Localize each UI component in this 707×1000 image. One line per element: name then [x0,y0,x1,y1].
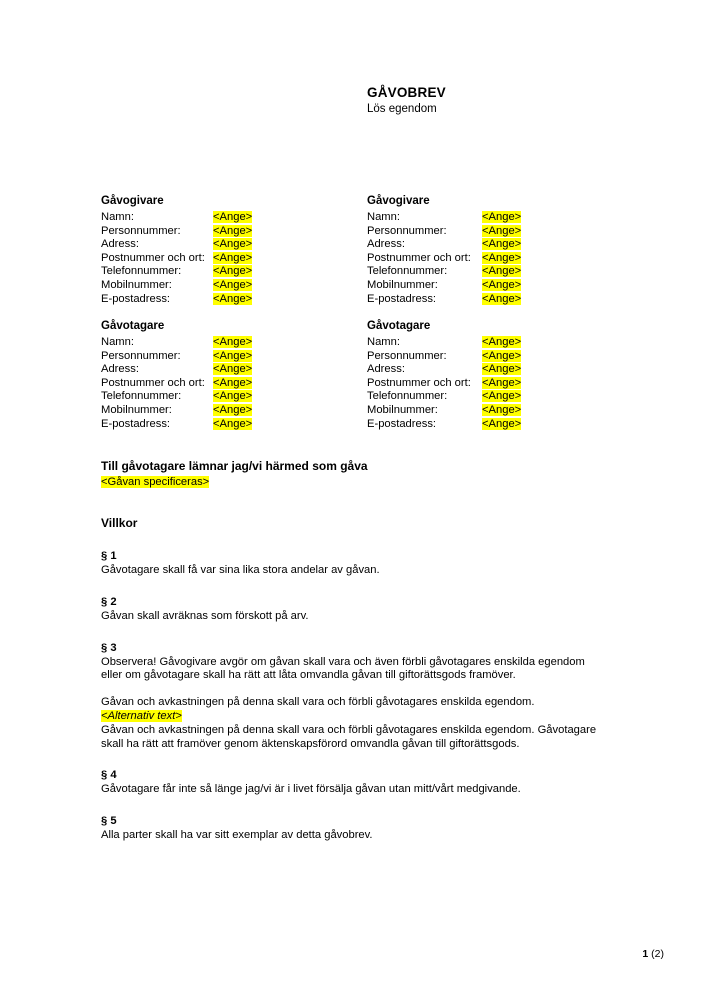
footer-current-page: 1 [642,948,649,960]
field-value[interactable] [482,225,521,239]
field-value[interactable] [482,211,521,225]
field-value[interactable] [213,377,252,391]
clause-3 [101,641,601,752]
field-row [101,336,252,350]
field-row [367,336,521,350]
field-label: Namn: [367,211,400,223]
field-row [367,363,521,377]
field-row [367,350,521,364]
field-row [367,418,521,432]
field-value[interactable] [213,390,252,404]
placeholder-highlight: <Ange> [482,292,522,305]
gift-section [101,458,368,489]
field-value[interactable] [213,404,252,418]
field-row [367,279,521,293]
party-heading: Gåvogivare [367,195,430,207]
document-title-block [367,85,446,117]
placeholder-highlight: <Alternativ text> [101,709,182,722]
placeholder-highlight: <Gåvan specificeras> [101,476,210,488]
placeholder-highlight: <Ange> [482,238,522,251]
placeholder-highlight: <Ange> [213,349,253,362]
field-label: Postnummer och ort: [367,376,471,389]
field-value[interactable] [482,377,521,391]
placeholder-highlight: <Ange> [213,238,253,251]
field-label: Postnummer och ort: [367,251,471,264]
field-label: Mobilnummer: [367,403,438,416]
field-value[interactable] [482,363,521,377]
field-value[interactable] [213,293,252,307]
field-label: E-postadress: [367,292,437,305]
field-row [101,252,252,266]
field-row [101,238,252,252]
clause-number: § 4 [101,769,117,782]
field-value[interactable] [213,211,252,225]
field-row [101,418,252,432]
party-block-giver-right [367,194,521,306]
field-label: Postnummer och ort: [101,251,205,264]
field-label: Adress: [101,238,139,251]
placeholder-highlight: <Ange> [482,251,522,264]
placeholder-highlight: <Ange> [482,390,522,403]
field-row [101,293,252,307]
field-label: Mobilnummer: [101,403,172,416]
clause-text-variant-a: Gåvan och avkastningen på denna skall vara och förbli gåvotagares enskilda egendom. [101,696,535,709]
field-value[interactable] [482,350,521,364]
field-value[interactable] [213,265,252,279]
field-value[interactable] [482,390,521,404]
clause-2 [101,595,601,624]
field-value[interactable] [482,252,521,266]
clause-text: Alla parter skall ha var sitt exemplar av detta gåvobrev. [101,829,373,842]
field-row [367,225,521,239]
placeholder-highlight: <Ange> [213,278,253,291]
clause-text: Gåvotagare får inte så länge jag/vi är i livet försälja gåvan utan mitt/vårt medgivande. [101,783,521,796]
field-value[interactable] [213,279,252,293]
field-row [101,350,252,364]
alternative-text-marker[interactable] [101,710,601,724]
clause-4 [101,768,601,797]
field-value[interactable] [213,238,252,252]
field-row [367,377,521,391]
placeholder-highlight: <Ange> [482,278,522,291]
field-row [101,265,252,279]
field-table [367,336,521,431]
party-heading: Gåvogivare [101,195,164,207]
field-value[interactable] [482,404,521,418]
field-label: E-postadress: [101,417,171,430]
placeholder-highlight: <Ange> [213,251,253,264]
placeholder-highlight: <Ange> [482,349,522,362]
field-row [101,390,252,404]
field-row [367,211,521,225]
field-row [367,265,521,279]
field-value[interactable] [213,363,252,377]
placeholder-highlight: <Ange> [213,390,253,403]
field-value[interactable] [482,418,521,432]
field-row [101,404,252,418]
clause-number: § 1 [101,550,117,562]
footer-total-pages: (2) [651,948,664,960]
field-value[interactable] [482,238,521,252]
field-row [101,225,252,239]
clause-text: Gåvotagare skall få var sina lika stora andelar av gåvan. [101,564,380,576]
placeholder-highlight: <Ange> [482,211,522,223]
clause-text-variant-b: Gåvan och avkastningen på denna skall vara och förbli gåvotagares enskilda egendom. Gåvotagare skall ha rätt att framöver genom äktenskapsförord omvandla gåvan till giftorättsgods. [101,723,597,750]
field-label: E-postadress: [101,292,171,305]
field-value[interactable] [213,225,252,239]
field-label: Personnummer: [367,224,447,237]
page-footer [642,948,664,961]
gift-specification[interactable] [101,474,368,489]
field-label: Mobilnummer: [101,278,172,291]
field-label: Personnummer: [367,349,447,362]
clause-1 [101,549,601,578]
placeholder-highlight: <Ange> [213,376,253,389]
placeholder-highlight: <Ange> [482,224,522,237]
clause-5 [101,814,601,843]
field-row [367,252,521,266]
clause-number: § 2 [101,595,117,608]
field-value[interactable] [482,293,521,307]
field-label: Telefonnummer: [367,265,448,278]
field-row [101,211,252,225]
clause-number: § 5 [101,815,117,828]
field-label: Namn: [101,336,134,348]
placeholder-highlight: <Ange> [213,417,253,430]
placeholder-highlight: <Ange> [482,417,522,430]
placeholder-highlight: <Ange> [482,363,522,376]
placeholder-highlight: <Ange> [482,403,522,416]
placeholder-highlight: <Ange> [213,224,253,237]
field-label: Mobilnummer: [367,278,438,291]
field-value[interactable] [482,336,521,350]
field-label: Personnummer: [101,349,181,362]
field-row [101,363,252,377]
field-label: Telefonnummer: [367,390,448,403]
placeholder-highlight: <Ange> [213,265,253,278]
field-row [101,279,252,293]
field-label: Telefonnummer: [101,390,182,403]
field-row [367,238,521,252]
field-row [367,390,521,404]
clause-text: Gåvan skall avräknas som förskott på arv. [101,609,309,622]
party-heading: Gåvotagare [101,320,165,332]
field-label: E-postadress: [367,417,437,430]
placeholder-highlight: <Ange> [213,363,253,376]
party-heading: Gåvotagare [367,320,431,332]
field-table [101,211,252,306]
field-row [367,293,521,307]
placeholder-highlight: <Ange> [482,376,522,389]
placeholder-highlight: <Ange> [482,336,522,348]
field-value[interactable] [213,336,252,350]
document-subtitle: Lös egendom [367,103,437,115]
clause-text: Observera! Gåvogivare avgör om gåvan skall vara och även förbli gåvotagares enskilda egendom eller om gåvotagare skall ha rätt att låta omvandla gåvan till giftorättsgods framöver. [101,655,585,682]
field-value[interactable] [482,279,521,293]
placeholder-highlight: <Ange> [213,211,253,223]
party-block-receiver-left [101,319,252,431]
party-block-receiver-right [367,319,521,431]
party-block-giver-left [101,194,252,306]
field-value[interactable] [213,418,252,432]
placeholder-highlight: <Ange> [213,403,253,416]
field-label: Telefonnummer: [101,265,182,278]
field-value[interactable] [213,252,252,266]
field-value[interactable] [213,350,252,364]
placeholder-highlight: <Ange> [213,336,253,348]
field-row [101,377,252,391]
placeholder-highlight: <Ange> [482,265,522,278]
field-row [367,404,521,418]
gift-heading: Till gåvotagare lämnar jag/vi härmed som gåva [101,459,368,473]
placeholder-highlight: <Ange> [213,292,253,305]
field-label: Adress: [367,363,405,376]
field-label: Adress: [367,238,405,251]
field-table [367,211,521,306]
field-value[interactable] [482,265,521,279]
field-label: Personnummer: [101,224,181,237]
terms-section [101,515,601,843]
field-table [101,336,252,431]
field-label: Namn: [101,211,134,223]
clause-number: § 3 [101,641,117,654]
field-label: Postnummer och ort: [101,376,205,389]
terms-heading: Villkor [101,516,138,530]
document-title: GÅVOBREV [367,85,446,100]
field-label: Adress: [101,363,139,376]
field-label: Namn: [367,336,400,348]
